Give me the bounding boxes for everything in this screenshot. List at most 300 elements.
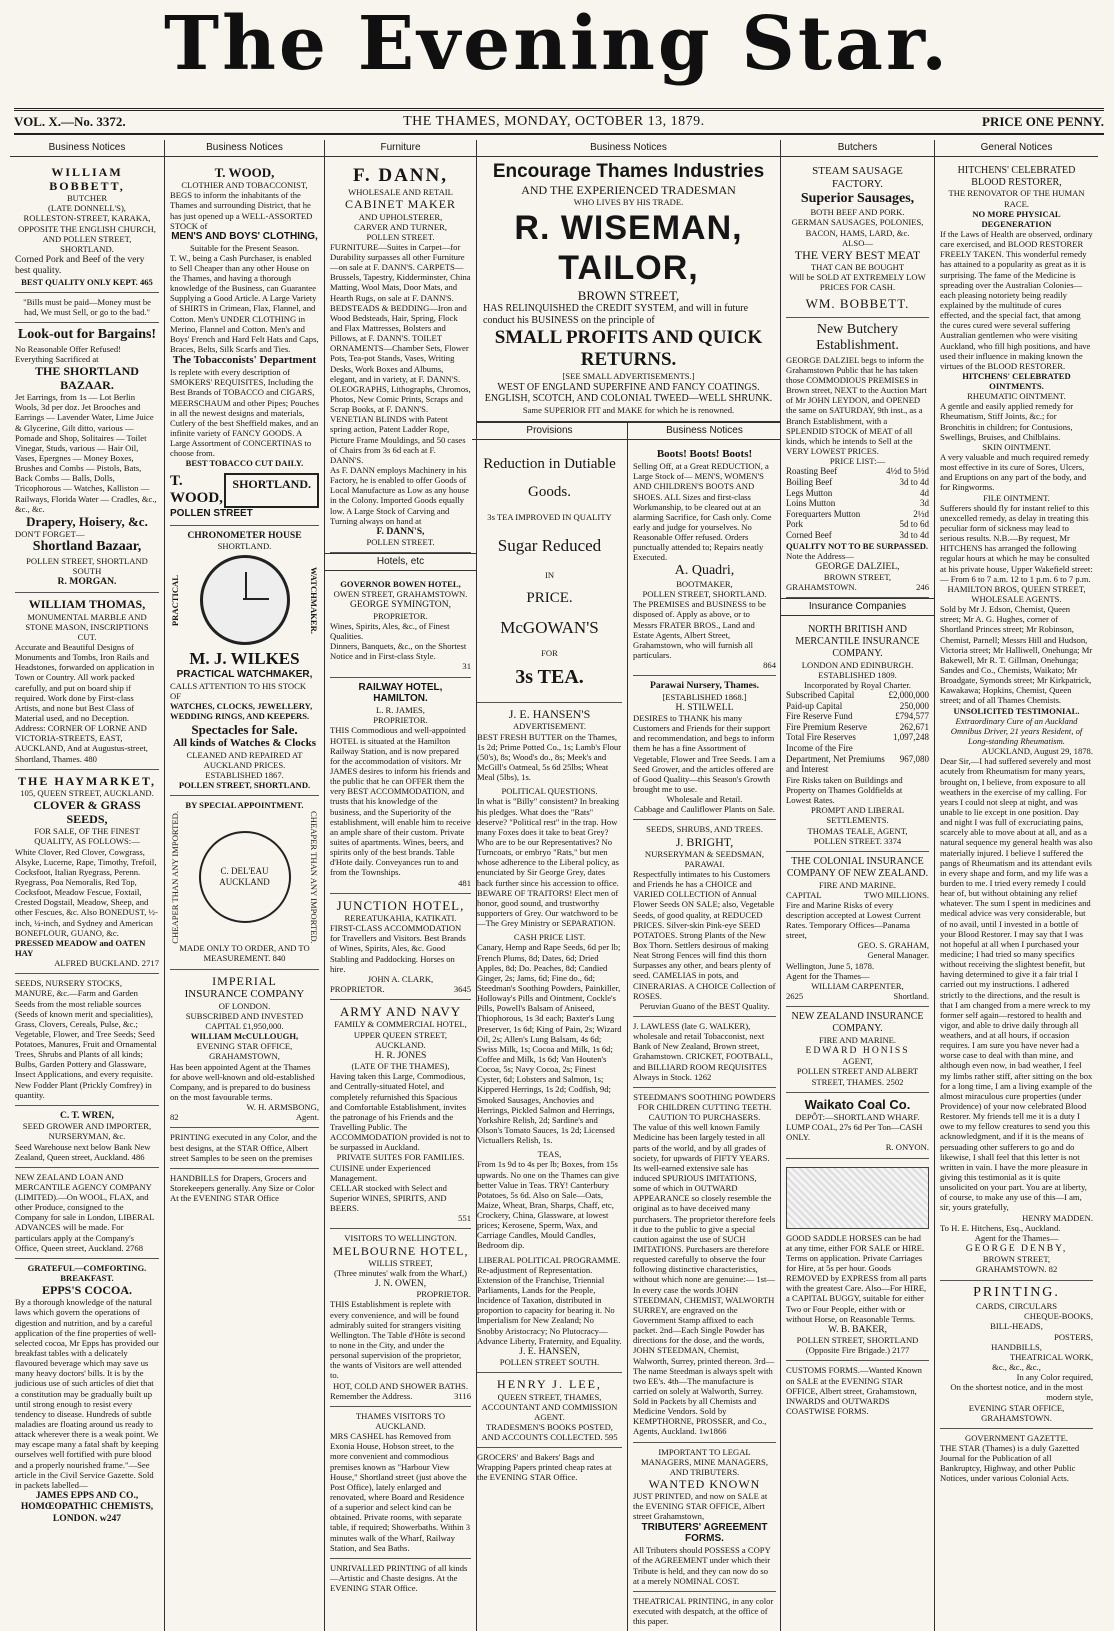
ad-clover: CLOVER & GRASS SEEDS,	[33, 797, 141, 827]
ad-body2: Dinners, Banquets, &c., on the Shortest Notice and in First-class Style.	[330, 641, 467, 662]
ad-address: REREATUKAHIA, KATIKATI.	[344, 913, 457, 923]
section-head-hotels: Hotels, etc	[325, 553, 476, 571]
ad-address: Seed Warehouse next below Bank New Zealand, Queen street, Auckland. 486	[15, 1141, 151, 1162]
ad-prop: PROPRIETOR.	[373, 610, 428, 621]
ad-trade: BUTCHER	[66, 193, 108, 204]
ad-test-sub: Extraordinary Cure of an Auckland Omnibus Driver, 21 years Resident, of Long-standing Rheumatism.	[950, 715, 1083, 746]
ad-loc: LONDON AND EDINBURGH.	[801, 659, 914, 670]
ad-both: BOTH BEEF AND PORK.	[810, 207, 905, 218]
sign-street: POLLEN STREET	[170, 507, 253, 519]
ad-body: Corned Pork and Beef of the very best quality.	[15, 253, 145, 277]
ad-name: T. WOOD,	[214, 164, 275, 180]
ad-sign: R. ONYON.	[885, 1142, 929, 1153]
ad-bright	[633, 820, 776, 1017]
column-4	[477, 423, 627, 1631]
ad-shortland: Shortland Bazaar,	[32, 539, 142, 555]
capital-row	[786, 743, 929, 775]
capital-row	[786, 711, 929, 722]
ad-for: FOR	[541, 647, 558, 658]
capital-row	[786, 732, 929, 743]
ad-plist: PRICE LIST:—	[829, 456, 886, 467]
ad-prop: PROPRIETOR.	[330, 983, 385, 994]
ad-name: EPPS'S COCOA.	[41, 1283, 132, 1298]
cash-head: CASH PRICE LIST.	[513, 932, 586, 943]
price-row-value: 3d	[920, 498, 929, 509]
ad-dept: The Tobacconists' Department	[172, 354, 317, 367]
ad-suites: PRIVATE SUITES FOR FAMILIES.	[336, 1152, 465, 1163]
ad-nzloan: NEW ZEALAND LOAN AND MERCANTILE AGENCY COMPANY (LIMITED).—On WOOL, FLAX, and other Produce, consigned to the Company for sale in London, LIBERAL ADVANCES will be made. For particulars apply at the Company's Office, Queen street, Auckland. 2768	[15, 1168, 159, 1259]
ad-note: Note the Address—	[786, 550, 854, 561]
ad-num: 2625	[786, 991, 804, 1002]
ad-capital-row	[786, 890, 929, 900]
ad-colonial	[786, 852, 929, 1007]
ad-hitchens	[940, 161, 1093, 1281]
ad-address: POLLEN STREET, SHORTLAND SOUTH	[26, 555, 148, 576]
ad-wren	[15, 1106, 159, 1168]
ad-sign: J. E. HANSEN,	[519, 1345, 580, 1357]
ad-hansen	[477, 703, 622, 1373]
ad-body: By a thorough knowledge of the natural laws which govern the operations of digestion and nutrition, and by a careful application of the fine properties of well-selected cocoa, Mr Epps has provided our breakfast tables with a delicately flavoured beverage which may save us many heavy doctors' bills. It is by the judicious use of such articles of diet that a constitution may be gradually built up until strong enough to resist every tendency to disease. Hundreds of subtle maladies are floating around us ready to attack wherever there is a weak point. We may escape many a fatal shaft by keeping ourselves well fortified with pure blood and a properly nourished frame."—See article in the Civil Service Gazette. Sold in packets labelled—	[15, 1297, 159, 1490]
ad-new-butchery	[786, 318, 929, 599]
ad-body: THIS Establishment is replete with every convenience, and will be found admirably suited for strangers visiting Wellington. The Table d'Hôte is second to none in the City, and under the personal supervision of the proprietor, the wants of Visitors are well attended to.	[330, 1299, 466, 1381]
ad-agentfor: Agent for the Thames—	[974, 1232, 1059, 1243]
ad-body: If the Laws of Health are observed, ordinary care exercised, and BLOOD RESTORER FREELY TAKEN. This wonderful remedy has attained to a popularity as great as it is surprising. The fame of the Medicine is spreading over the Australian Colonies—each pleasing notoriety being readily explained by the multitude of cures effected, and the special fact, that among the cures cured were several suffering Australian gentlemen who were visiting Auckland, who fill high positions, and have used their influence in making known the virtues of the BLOOD RESTORER.	[940, 228, 1093, 371]
ad-best: THE VERY BEST MEAT	[794, 247, 921, 262]
ad-trade: BOOTMAKER,	[676, 579, 733, 590]
ad-body: Accurate and Beautiful Designs of Monuments and Tombs, Iron Rails and Headstones, forwarded on application in Town or Country. All work packed carefully, and put on board ship if required. Work done by First-class Artists, and none but Best Class of Material used, and no Deception.	[15, 641, 155, 723]
ad-north-british	[786, 620, 929, 852]
column-7	[934, 140, 1098, 1631]
ad-head: STEEDMAN'S SOOTHING POWDERS FOR CHILDREN CUTTING TEETH.	[633, 1091, 776, 1112]
ad-mcgowan	[477, 444, 622, 703]
printing-item: On the shortest notice, and in the most	[950, 1382, 1083, 1393]
ad-remember: Remember the Address.	[330, 1390, 413, 1401]
ad-lawless: J. LAWLESS (late G. WALKER), wholesale and retail Tobacconist, next Bank of New Zealand, Brown street, Grahamstown. CRICKET, FOOTBALL, and BILLIARD ROOM REQUISITES Always in Stock. 1262	[633, 1017, 776, 1088]
ad-foot: BEST TOBACCO CUT DAILY.	[185, 458, 304, 469]
ad-name: JUNCTION HOTEL,	[336, 897, 465, 913]
ad-tea3: 3s TEA.	[515, 665, 584, 688]
ad-skin: SKIN OINTMENT.	[982, 441, 1051, 452]
ad-place: PARAWAI.	[684, 858, 725, 869]
price-row	[786, 530, 929, 541]
ad-foot	[170, 1112, 319, 1122]
ad-head: CHRONOMETER HOUSE	[187, 529, 302, 541]
sign-name: T. WOOD,	[170, 472, 223, 507]
place-and-date: THE THAMES, MONDAY, OCTOBER 13, 1879.	[403, 114, 705, 129]
side-label-left: CHEAPER THAN ANY IMPORTED.	[170, 810, 180, 944]
ad-num: 246	[916, 582, 929, 593]
ad-trade: SEED GROWER AND IMPORTER, NURSERYMAN, &c.	[22, 1121, 152, 1142]
ad-body: Fire Risks taken on Buildings and Property on Thames Goldfields at Lowest Rates.	[786, 774, 903, 806]
ad-banner3: WHO LIVES BY HIS TRADE.	[573, 197, 684, 208]
ad-name: THE COLONIAL INSURANCE COMPANY OF NEW ZEALAND.	[786, 855, 929, 879]
ad-in: IN	[544, 569, 555, 580]
ad-num: 864	[763, 660, 776, 671]
ad-steedman	[633, 1088, 776, 1443]
ad-unrivalled: UNRIVALLED PRINTING of all kinds —Artistic and Chaste designs. At the EVENING STAR Office.	[330, 1562, 468, 1594]
ad-list: White Clover, Red Clover, Cowgrass, Alsyke, Lucerne, Rape, Timothy, Trefoil, Cocksfoot, Italian Ryegrass, Perenn. Ryegrass, Poa Nemoralis, Red Top, Cocksfoot, Meadow Fescue, Foxtail, Crested Dogstail, Meadow, Sheep, and other Fescues, &c. Also BONEDUST, ½-inch, ¼-inch, and Sydney and American BONEFLOUR, GUANO, &c.	[15, 846, 158, 938]
capital-row-label: Total Fire Reserves	[786, 732, 856, 743]
ad-fit: Same SUPERIOR FIT and MAKE for which he is renowned.	[522, 405, 735, 416]
column-1	[10, 140, 164, 1631]
capital-row	[786, 690, 929, 701]
ad-address: POLLEN STREET, SHORTLAND.	[642, 589, 767, 600]
ad-hay: PRESSED MEADOW and OATEN HAY	[15, 937, 146, 958]
ad-waikato-coal	[786, 1093, 929, 1159]
capital-row-value: £794,577	[895, 711, 929, 722]
capital-row-label: Paid-up Capital	[786, 700, 843, 711]
ad-foot: MADE ONLY TO ORDER, AND TO MEASUREMENT. 840	[179, 943, 310, 964]
ad-body: LUMP COAL, 27s 6d Per Ton—CASH ONLY.	[786, 1122, 923, 1143]
ad-owner: H. STILWELL	[675, 701, 734, 713]
section-head: Butchers	[781, 140, 934, 157]
ad-name: HENRY J. LEE,	[497, 1377, 602, 1392]
ad-motto: SMALL PROFITS AND QUICK RETURNS.	[494, 326, 763, 371]
ad-banner2: AND THE EXPERIENCED TRADESMAN	[521, 183, 736, 198]
ad-name: Parawai Nursery, Thames.	[649, 680, 760, 692]
ad-sub: ADVERTISEMENT.	[512, 721, 587, 732]
ad-title: Look-out for Bargains!	[17, 327, 157, 342]
ad-body: FURNITURE—Suites in Carpet—for Durability surpasses all other Furniture—on sale at F. DANN'S. CARPETS—Brussels, Tapestry, Kidderminster, China Matting, Wool Mats, Door Mats, and Hearth Rugs, on sale at F. DANN'S. BEDSTEADS & BEDDING—Iron and Wood Bedsteads, Hair, Spring, Flock and Flax Mattresses, Bolsters and Pillows, at F. DANN'S. TOILET ORNAMENTS—Chamber Sets, Flower Pots, Tea-pot Stands, Vases, Writing Desks, Work Boxes and Albums, elegant, and in variety, at F. DANN'S. OLEOGRAPHS, Lithographs, Chromos, Photos, New Comic Prints, Scraps and Scrap Books, at F. DANN'S. VENETIAN BLINDS with Patent spring action, Patent Ladder Rope, Picture Frame Mouldings, and 50 cases of Chairs from 3s 6d each at F. DANN'S.	[330, 241, 471, 465]
ad-place: GRAHAMSTOWN.	[981, 1412, 1052, 1423]
capital-row-label: Fire Premium Reserve	[786, 721, 867, 732]
ad-num: 3645	[453, 983, 471, 994]
ad-to: To H. E. Hitchens, Esq., Auckland.	[940, 1222, 1061, 1233]
ad-body: Selling Off, at a Great REDUCTION, a Large Stock of— MEN'S, WOMEN'S AND CHILDREN'S BOOTS AND SHOES. ALL Sizes and first-class Workmanship, to be cleared out at an alarming Sacrifice, for Cash only. Come early and judge for yourselves. No Reasonable Offer refused. Orders punctually attended to; Repairs neatly Executed.	[633, 461, 772, 563]
ad-late: (LATE OF THE THAMES),	[351, 1061, 450, 1072]
ad-address: POLLEN STREET SOUTH.	[499, 1357, 600, 1368]
ad-depot: DEPÔT:—SHORTLAND WHARF.	[795, 1111, 920, 1122]
ad-baths: HOT, COLD AND SHOWER BATHS.	[333, 1380, 468, 1391]
ad-owner: J. N. OWEN,	[374, 1278, 427, 1290]
printing-item: HANDBILLS,	[991, 1341, 1042, 1352]
ad-dann	[330, 161, 471, 554]
ad-banner: Encourage Thames Industries	[492, 160, 765, 182]
ad-name: IMPERIAL	[212, 973, 277, 988]
ad-sold: Will be SOLD AT EXTREMELY LOW	[789, 272, 926, 283]
ad-railway	[330, 678, 471, 894]
ad-junction	[330, 894, 471, 1000]
ad-theatrical: THEATRICAL PRINTING, in any color executed with despatch, at the office of this paper.	[633, 1595, 774, 1627]
side-label-left: PRACTICAL	[170, 574, 180, 626]
ad-sub: FAMILY & COMMERCIAL HOTEL,	[334, 1019, 467, 1030]
ad-mcgowan-name: McGOWAN'S	[500, 617, 599, 637]
price-row-label: Corned Beef	[786, 529, 832, 540]
printing-item: In any Color required,	[1016, 1372, 1093, 1383]
dateline	[14, 108, 1104, 135]
capital-row	[786, 701, 929, 712]
ad-inc: Incorporated by Royal Charter.	[804, 679, 911, 690]
ad-head: THAMES VISITORS TO AUCKLAND.	[355, 1410, 446, 1432]
ad-agent: WILLIAM McCULLOUGH,	[190, 1031, 299, 1042]
ad-governor	[330, 575, 471, 677]
ad-body2: The PREMISES and BUSINESS to be disposed of. Apply as above, or to Messrs FRATER BROS., Land and Estate Agents, Albert Street, Grahamstown, who will furnish all particulars.	[633, 599, 766, 660]
ad-foot	[330, 1391, 471, 1401]
seal-icon: C. DEL'EAU AUCKLAND	[199, 831, 291, 923]
ad-test-date: AUCKLAND, August 29, 1878.	[981, 746, 1093, 757]
ad-title: New Butchery Establishment.	[816, 321, 899, 354]
liberal-body: Re-adjustment of Representation. Extension of the Franchise, Triennial Parliaments, Lands for the People, Incidence of Taxation, distributed in proportion to capacity for bearing it. No Imperialism for New Zealand; No Snobby Aristocracy; No Plutocracy—Advance Liberty, Fraternity, and Equality.	[477, 1264, 622, 1346]
ad-parawai	[633, 676, 776, 820]
ad-deleau	[170, 796, 319, 969]
capital-row-label: Income of the Fire Department, Net Premiums and Interest	[786, 743, 885, 775]
price-row-value: 5d to 6d	[899, 519, 929, 530]
ad-name: A. Quadri,	[674, 562, 735, 578]
ad-head: SEEDS, SHRUBS, AND TREES.	[646, 824, 763, 835]
printing-item: CHEQUE-BOOKS,	[1024, 1311, 1093, 1322]
ad-imperial	[170, 970, 319, 1129]
ad-epps	[15, 1259, 159, 1529]
ad-name: Waikato Coal Co.	[804, 1096, 911, 1112]
ad-bobbett	[15, 161, 159, 293]
ad-body: BEST FRESH BUTTER on the Thames, 1s 2d; Prime Potted Co., 1s; Lamb's Flour (50's), 8s; Wood's do., 8s; Meek's and McGill's Oatmeal, 5s 6d 25lbs; Wheat Meal (5lbs), 1s.	[477, 731, 622, 783]
ad-name: THE SHORTLAND BAZAAR.	[35, 363, 139, 392]
ad-sub: THE RENOVATOR OF THE HUMAN RACE.	[948, 188, 1085, 209]
ad-body2: As F. DANN employs Machinery in his Factory, he is enabled to offer Goods of Local Manufacture as Low as any house in the Colony. Imported Goods equally low. A Large Stock of Carving and Turning always on hand at	[330, 465, 469, 526]
printing-item: &c., &c., &c.,	[992, 1361, 1041, 1372]
ad-body: The value of this well known Family Medicine has been largely tested in all parts of the world, and by all grades of society, for upwards of FIFTY YEARS. Its well-earned extensive sale has induced SPURIOUS IMITATIONS, some of which in OUTWARD APPEARANCE so closely resemble the original as to have deceived many purchasers. The proprietor therefore feels it due to the public to give a special caution against the use of SUCH IMITATIONS. Purchasers are therefore requested carefully to observe the four following distinctive characteristics, without which none are genuine:— 1st—In every case the words JOHN STEEDMAN, CHEMIST, WALWORTH SURREY, are engraved on the Government Stamp affixed to each packet. 2nd—Each Single Powder has directions for the dose, and the words, JOHN STEEDMAN, Chemist, Walworth, Surrey, printed thereon. 3rd—The name Steedman is always spelt with two EE's. 4th—The manufacture is carried on solely at Walworth, Surrey. Sold in Packets by all Chemists and Medicine Vendors. Sold by KEMPTHORNE, PROSSER, and Co., Agents, Auckland. 1w1866	[633, 1122, 776, 1437]
ad-sign: GEORGE DALZIEL,	[815, 560, 900, 572]
price-row-value: 3d to 4d	[899, 529, 929, 540]
ad-tea: 3s TEA IMPROVED IN QUALITY	[487, 511, 612, 522]
price-row-label: Legs Mutton	[786, 487, 833, 498]
ad-title: GOVERNMENT GAZETTE.	[965, 1432, 1068, 1443]
ad-maker: JAMES EPPS AND CO., HOMŒOPATHIC CHEMISTS, LONDON. w247	[20, 1490, 154, 1524]
ad-owner: JOHN A. CLARK,	[367, 973, 434, 984]
capital-row-value: 1,097,248	[893, 732, 929, 743]
newspaper-title: The Evening Star.	[164, 1, 950, 87]
ad-drapery: Drapery, Hoisery, &c.	[26, 513, 148, 529]
printing-item: modern style,	[1046, 1392, 1093, 1403]
ad-sup: Superior Sausages,	[800, 190, 915, 206]
ad-body: DESIRES to THANK his many Customers and Friends for their support and recommendation, and begs to inform them he has a fine Assortment of Vegetable, Flower and Tree Seeds. I am a Seed Grower, and the articles offered are of Good Quality—this Season's Growth brought me to use.	[633, 713, 776, 795]
ad-prop: PROPRIETOR.	[416, 1289, 471, 1300]
ad-goods: Goods.	[528, 483, 571, 500]
ad-clean: CLEANED AND REPAIRED AT AUCKLAND PRICES.	[186, 749, 303, 771]
masthead	[0, 0, 1114, 87]
ad-head: GRATEFUL—COMFORTING.	[27, 1262, 147, 1273]
ad-address2: POLLEN STREET.	[366, 537, 435, 548]
ad-place: GRAHAMSTOWN. 82	[975, 1264, 1058, 1275]
ad-name2: INSURANCE COMPANY	[184, 987, 305, 1000]
ad-body: Wines, Spirits, Ales, &c., of Finest Qualities.	[330, 620, 450, 641]
cash-body: Canary, Hemp and Rape Seeds, 6d per lb; French Plums, 8d; Dates, 6d; Dried Apples, 8d; Do. Peaches, 8d; Candied Ginger, 2s; Jams, 6d; Fine do., 6d; Steedman's Soothing Powders, Painkiller, Holloway's Pills and Ointment, Cockle's Pills, Powell's Balsam of Aniseed, Thiophorous, 1s 3d each; Baxter's Lung Preserver, 1s 6d; King of Pain, 2s; Wizard Oil, 2s; Allen's Lung Balsam, 4s 6d; Swiss Milk, 1s; Cocoa and Milk, 1s 6d; Coffee and Milk, 1s 6d; Van Houten's Cocoa, 5s; Navy Cocoa, 2s; Finest Cyster, 6d; Lobsters and Salmon, 1s; Kippered Herrings, 1s 2d; Codfish, 9d; Smoked Sausages, Anchovies and Herrings, Pickled Salmon and Herrings, Yorkshire Relish, 2d; Sardine's and Olson's Tomato Sauces, 1s 2d; Licensed Victuallers Relish, 1s.	[477, 942, 622, 1146]
ad-saddle-horses	[786, 1159, 929, 1362]
ad-wanted: WANTED KNOWN	[648, 1477, 761, 1492]
teas-head: TEAS,	[537, 1149, 562, 1160]
ad-foot: Peruvian Guano of the BEST Quality.	[639, 1000, 770, 1011]
ad-boots: Boots! Boots! Boots!	[656, 448, 753, 461]
price-row	[786, 488, 929, 499]
ad-bazaar	[15, 323, 159, 593]
capital-row-value: 967,080	[899, 753, 929, 764]
ad-bacon: BACON, HAMS, LARD, &c.	[805, 227, 910, 238]
ad-num: 3116	[454, 1390, 471, 1401]
ad-printing-list	[940, 1281, 1093, 1429]
ad-address: QUEEN STREET, THAMES,	[497, 1391, 602, 1402]
ad-wiseman	[477, 161, 780, 424]
ad-trade2: AND UPHOLSTERER,	[358, 211, 443, 222]
column-3	[324, 140, 476, 1631]
ad-name: J. E. HANSEN'S	[508, 707, 591, 722]
political-body: In what is "Billy" consistent? In breaking his pledges. What does the "Rats" deserve? "Political rest" in the trap. How many Foxes does it take to beat Grey? Who are to be our Representatives? No Turncoats, or embryo "Rats," but men whose adherence to the Liberal policy, as enunciated by Sir George Grey, dates back further since his accession to office. BEWARE OF TRAITORS! Elect men of honor, good sound, and trustworthy supporters of Grey. Our watchword to be—The Grey Ministry or SEPARATION.	[477, 796, 620, 929]
ad-street: BROWN STREET,	[577, 287, 680, 303]
capital-table	[786, 690, 929, 775]
capital-row-label: Fire Reserve Fund	[786, 711, 853, 722]
price-row	[786, 498, 929, 509]
ad-name: GOVERNOR BOWEN HOTEL,	[340, 579, 461, 590]
ad-wood	[170, 161, 319, 526]
ad-sub: SUBSCRIBED AND INVESTED	[185, 1010, 304, 1021]
ad-address: POLLEN STREET AND ALBERT STREET, THAMES. 2502	[796, 1066, 919, 1087]
price-row-label: Loins Mutton	[786, 498, 836, 509]
ad-rheum: RHEUMATIC OINTMENT.	[967, 391, 1066, 402]
capital-row-value: 250,000	[899, 700, 929, 711]
ad-quality: QUALITY NOT TO BE SURPASSED.	[786, 540, 929, 551]
ad-rheum-body: A gentle and easily applied remedy for Rheumatism, Stiff Joints, &c.; for Bronchitis in children; for Contusions, Swellings, Bruises, and Chilblains.	[940, 401, 1074, 442]
ad-whole: Wholesale and Retail.	[666, 794, 743, 805]
ad-address: POLLEN STREET. 3374	[813, 835, 902, 846]
capital-row-value: 262,671	[899, 721, 929, 732]
ad-office: EVENING STAR OFFICE,	[968, 1402, 1065, 1413]
printing-item: THEATRICAL WORK,	[1009, 1351, 1093, 1362]
ad-name: THE HAYMARKET,	[17, 773, 156, 788]
ad-quadri	[633, 444, 776, 676]
section-head: Business Notices	[165, 140, 324, 157]
ad-place: SHORTLAND.	[217, 541, 272, 552]
ad-reduction: Reduction in Dutiable	[483, 456, 616, 473]
ad-num: 31	[462, 661, 471, 672]
price-row-value: 3d to 4d	[899, 476, 929, 487]
price-row-label: Boiling Beef	[786, 476, 833, 487]
price-row-value: 4½d to 5½d	[885, 466, 929, 477]
ad-sign: GEO. S. GRAHAM,	[857, 940, 929, 951]
ad-note: Suitable for the Present Season.	[189, 242, 300, 253]
price: PRICE ONE PENNY.	[982, 114, 1104, 129]
ad-title: STEAM SAUSAGE FACTORY.	[812, 164, 903, 190]
seal-row	[170, 811, 319, 944]
ad-agent: GEORGE DENBY,	[965, 1243, 1068, 1255]
ad-name: MELBOURNE HOTEL,	[332, 1243, 469, 1258]
ad-name: J. BRIGHT,	[675, 834, 734, 849]
ad-cellar: CELLAR stocked with Select and Superior WINES, SPIRITS, AND BEERS.	[330, 1182, 447, 1214]
ad-sign: WM. BOBBETT.	[805, 296, 910, 312]
ad-test-body: Dear Sir,—I had suffered severely and most acutely from Rheumatism for many years, brought on, I believe, from exposure to all weathers in the exercise of my calling. For years I could not sleep at night, and was unable to lie except in one position. Day and night I was full of excruciating pains, scarcely able to move about at all, and as a natural sequence my general health was also materially injured. I believe I suffered the pangs of Rheumatism and its attendant evils in every shape and form, and my life was a burden to me. I tried every remedy I could hear of, but without obtaining any relief whatever. The sum I spent in medicines and medical advice was very considerable, but of no avail, until I invested in a bottle of your Blood Restorer. I may say that I was not hopeful at all when I purchased your medicine; I had tried so many specifics without receiving the slightest benefit, but having determined to give it a fair trial I carried out my instructions. I adhered strictly to the directions, and the result is that I am changed from a mere wreck to my former self again—restored to health and vigor, and able to drive daily through all weathers, and at all hours, if occasion requires. I am sure you have never had a worse case to deal with than mine, and although even now, in bad weather, I feel my limbs rather stiff, after sitting on the box for a long time, I am a living example of the almost miraculous cure properties (under Providence) of your now celebrated Blood Restorer. My friends tell me it is a duty I owe to my fellow creatures to send you this acknowledgment, and if it is the means of persuading other sufferers to go and do likewise, I shall feel that this letter is not written in vain. I have the more pleasure in giving this testimonial as it is quite unsolicited on your part. You are at liberty, of course, to make any use of this—I am, sir, yours gratefully,	[940, 756, 1093, 1213]
ad-skin-body: A very valuable and much required remedy most effective in its cure of Sores, Ulcers, and Eruptions on any part of the body, and for Ringworms.	[940, 452, 1089, 493]
ad-name: RAILWAY HOTEL, HAMILTON.	[358, 681, 443, 705]
ad-address: OWEN STREET, GRAHAMSTOWN.	[333, 589, 468, 600]
price-row	[786, 477, 929, 488]
ad-file: FILE OINTMENT.	[983, 492, 1050, 503]
price-row	[786, 466, 929, 477]
ad-name: WILLIAM BOBBETT,	[49, 164, 125, 193]
ad-name: HITCHENS' CELEBRATED BLOOD RESTORER,	[957, 164, 1076, 188]
ad-also: ALSO—	[841, 237, 874, 248]
ad-head: BY SPECIAL APPOINTMENT.	[185, 800, 304, 811]
ad-body: BEGS to inform the inhabitants of the Thames and surrounding District, that he has just opened up a WELL-ASSORTED STOCK of	[170, 190, 313, 231]
ad-trade: CLOTHIER AND TOBACCONIST,	[181, 180, 308, 191]
section-head: General Notices	[935, 140, 1098, 157]
ad-foot	[786, 582, 929, 592]
printing-item: BILL-HEADS,	[990, 1321, 1043, 1332]
ad-calls: CALLS ATTENTION TO HIS STOCK OF	[170, 681, 307, 702]
ad-legal	[633, 1443, 776, 1592]
ad-address: WILLIS STREET,	[368, 1257, 433, 1268]
ad-sub: WHOLESALE AND RETAIL	[348, 187, 453, 198]
ad-sugar: Sugar Reduced	[497, 535, 602, 555]
ad-place: Shortland.	[893, 991, 929, 1002]
ad-name: NEW ZEALAND INSURANCE COMPANY.	[791, 1011, 924, 1034]
ad-address: UPPER QUEEN STREET, AUCKLAND.	[353, 1029, 448, 1050]
ad-seeds: SEEDS, NURSERY STOCKS, MANURE, &c.—Farm and Garden Seeds from the most reliable sources (Seeds of known merit and specialities), Grass, Clovers, Cereals, Pulse, &c.; Vegetable, Flower, and Tree Seeds; Seed Potatoes, Manures, Fruit and Ornamental Trees, Shrubs and Plants of all kinds; Bulbs, Garden Pottery and Glassware, Insect Applications, and every requisite. New Fodder Plant (Prickly Comfrey) in quantity.	[15, 974, 159, 1106]
ad-gazette	[940, 1429, 1093, 1489]
ad-note: (Three minutes' walk from the Wharf,)	[333, 1267, 468, 1278]
ad-title: TRIBUTERS' AGREEMENT FORMS.	[641, 1521, 768, 1545]
column-6	[780, 140, 934, 1631]
section-head-insurance: Insurance Companies	[781, 598, 934, 616]
ad-forget: DON'T FORGET—	[15, 529, 85, 540]
ad-body2: All Tributers should POSSESS a COPY of the AGREEMENT under which their Tribute is held, and they can now do so at a merely NOMINAL COST.	[633, 1545, 771, 1586]
ad-prompt: PROMPT AND LIBERAL SETTLEMENTS.	[811, 805, 904, 826]
ad-body2: T. W., being a Cash Purchaser, is enabled to Sell Cheaper than any other House on the Thames, and having a thorough knowledge of the Business, can Guarantee Supplying a Good Article. A Large Variety of SHIRTS in Crimean, Flax, Flannel, and Cotton. Men's UNDER CLOTHING in Merino, Flannel and Cotton. Men's and Boys' French and Hard Felt Hats and Caps, Braces, Belts, Silk Scarfs and Ties.	[170, 252, 319, 355]
volume-number: VOL. X.—No. 3372.	[14, 114, 126, 129]
ad-body: THIS Commodious and well-appointed HOTEL is situated at the Hamilton Railway Station, and is now prepared for the accommodation of visitors. Mr JAMES desires to inform his friends and the public that he can OFFER them the very BEST ACCOMMODATION, and trusts that his knowledge of the business, and the Superiority of the establishment, will enable him to receive an ample share of their custom. Private suites of apartments. Wines, beers, and spirits only of the best brands. Table d'Hote daily. Conveyances run to and from the Townships.	[330, 725, 471, 878]
capital-row-value: £2,000,000	[888, 690, 929, 701]
ad-fire: FIRE AND MARINE.	[818, 879, 897, 890]
ad-caution: CAUTION TO PURCHASERS.	[648, 1112, 761, 1123]
ad-melbourne	[330, 1229, 471, 1406]
ad-date: Wellington, June 5, 1878.	[786, 960, 875, 971]
price-table	[786, 466, 929, 540]
capital-row-label: Subscribed Capital	[786, 690, 855, 701]
bills-quote: "Bills must be paid—Money must be had, We must Sell, or go to the bad."	[15, 293, 159, 323]
ad-trade: ACCOUNTANT AND COMMISSION AGENT.	[481, 1401, 618, 1422]
ad-head: IMPORTANT TO LEGAL MANAGERS, MINE MANAGERS, AND TRIBUTERS.	[640, 1446, 768, 1477]
ad-est: ESTABLISHED 1809.	[818, 669, 897, 680]
ad-head: VISITORS TO WELLINGTON.	[344, 1233, 457, 1244]
ad-foot	[330, 984, 471, 994]
ad-sign: ALFRED BUCKLAND. 2717	[54, 958, 159, 969]
ad-body: HAS RELINQUISHED the CREDIT SYSTEM, and will in future conduct his BUSINESS on the principle of	[483, 303, 749, 326]
ad-trade3: CARVER AND TURNER,	[354, 221, 447, 232]
column-4-5	[476, 140, 780, 1631]
ad-gm: General Manager.	[867, 950, 929, 961]
ad-agent-label: AGENT,	[842, 1056, 873, 1067]
ad-name: C. T. WREN,	[59, 1109, 115, 1121]
ad-items: WATCHES, CLOCKS, JEWELLERY, WEDDING RINGS, AND KEEPERS.	[170, 701, 313, 722]
horse-cart-illustration	[786, 1167, 929, 1229]
ad-est: [ESTABLISHED 1868.]	[662, 691, 747, 702]
ad-body: Fire and Marine Risks of every description accepted at Lowest Current Rates. Temporary Offices—Panama street,	[786, 899, 921, 941]
ad-chronometer	[170, 526, 319, 797]
sign-place: SHORTLAND.	[224, 473, 319, 508]
section-head: Business Notices	[628, 423, 781, 440]
ad-name: F. DANN,	[353, 164, 448, 186]
ad-nz-insurance	[786, 1007, 929, 1092]
ad-address: 105, QUEEN STREET, AUCKLAND.	[20, 787, 154, 798]
ad-town: GRAHAMSTOWN.	[786, 582, 857, 593]
clock-icon	[200, 555, 290, 645]
clock-row	[170, 551, 319, 649]
ad-price: PRICE.	[526, 589, 573, 606]
printing-item: POSTERS,	[1054, 1331, 1093, 1342]
ad-title: MEN'S AND BOYS' CLOTHING,	[171, 230, 318, 242]
ad-sign: W. H. ARMSBONG,	[246, 1102, 319, 1113]
price-row-label: Forequarters Mutton	[786, 508, 861, 519]
ad-see: [SEE SMALL ADVERTISEMENTS.]	[562, 371, 695, 382]
ad-agents-body: Sold by Mr J. Edson, Chemist, Queen street; Mr A. G. Hughes, corner of Shortland Princes street; Mr Robinson, Chemist, Parnell; Messrs Hill and Hudson, Victoria street; Mr Halliwell, Onehunga; Mr Bakewell, Mr R. T. Gillman, Onehunga; Sandes and Co., Chemists, Waikato; Mr Broadgate, Symonds street; Mr Kirkpatrick, Kawakawa; Hopkins, Chemist, Queen street; and of all Thames Chemists.	[940, 604, 1093, 706]
ad-owner: R. MORGAN.	[57, 576, 117, 588]
